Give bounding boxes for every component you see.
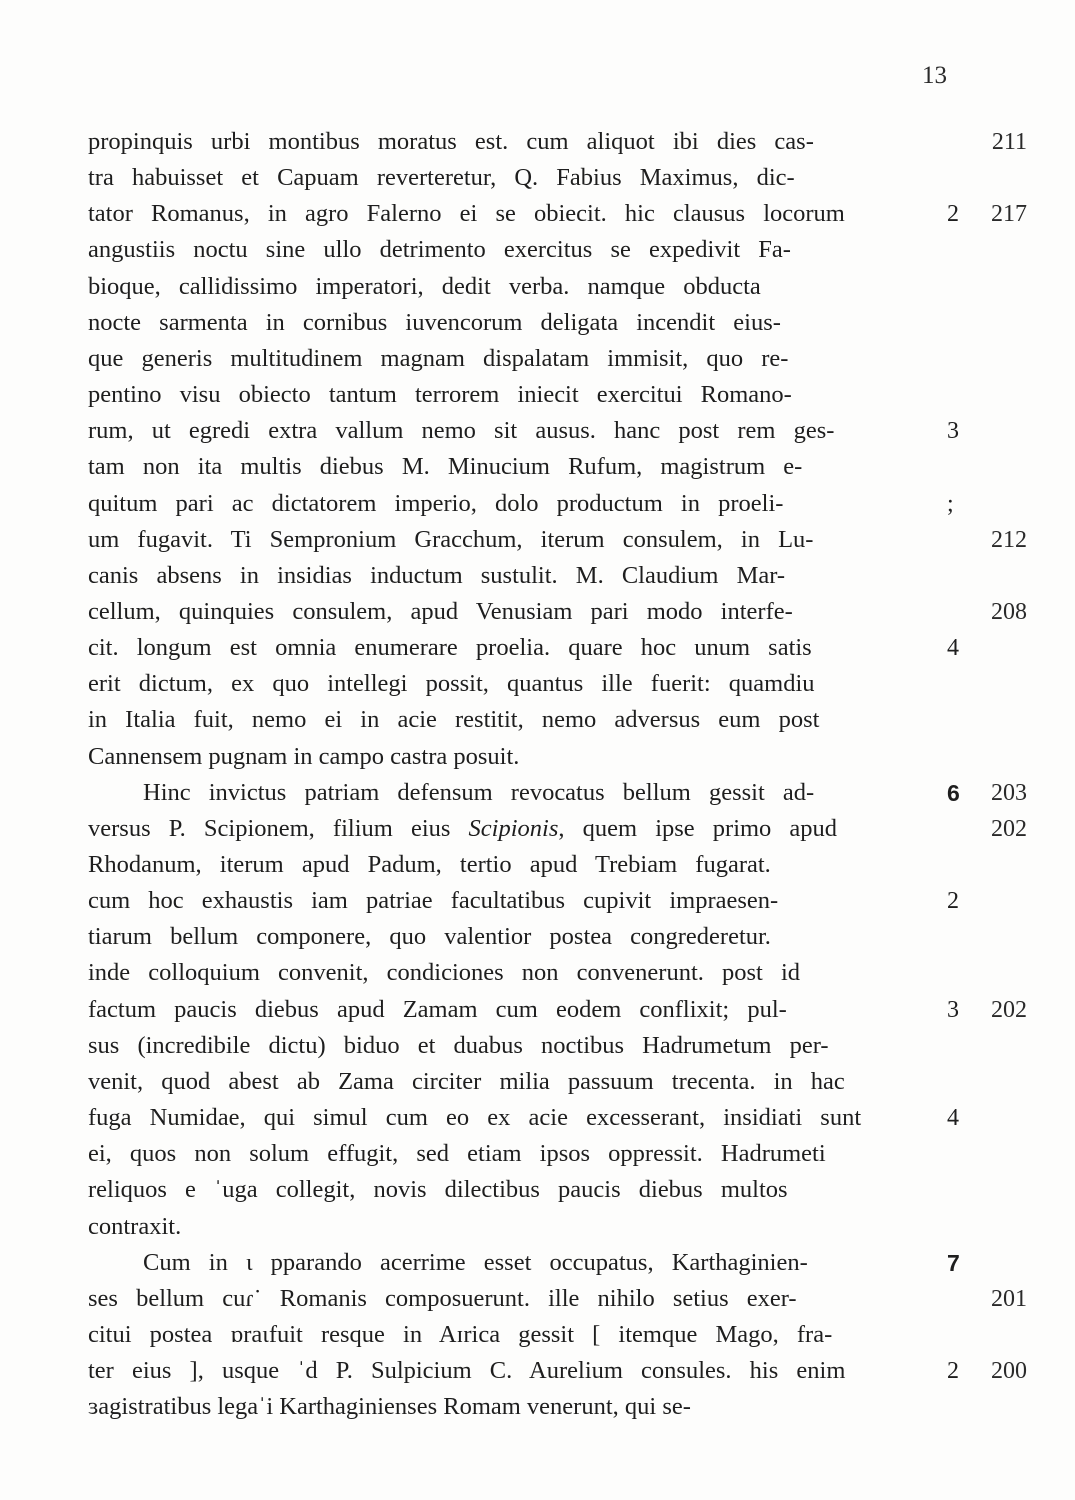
margin-year: 202 (991, 996, 1027, 1023)
text-line-content (88, 1353, 845, 1389)
section-marker: 7 (947, 1249, 960, 1276)
text-line-content (143, 775, 814, 811)
text-line-content (88, 196, 845, 232)
text-line-content (88, 269, 761, 305)
margin-year: 211 (991, 129, 1027, 155)
text-line (143, 775, 814, 811)
text-line-content (88, 1172, 788, 1208)
text-line-content (88, 992, 787, 1028)
line-text: propinquis urbi montibus moratus est. cum aliquot ibi dies cas- (88, 128, 814, 155)
text-line (88, 305, 781, 341)
text-line-content (88, 449, 802, 485)
text-line-content (88, 413, 834, 449)
line-text: Hinc invictus patriam defensum revocatus bellum gessit ad- (143, 778, 815, 806)
line-text-continued: , quem ipse primo apud (558, 814, 838, 842)
text-line-content (88, 702, 819, 738)
text-line (88, 1281, 797, 1317)
text-line (88, 1389, 691, 1425)
line-text: que generis multitudinem magnam dispalatam immisit, quo re- (88, 344, 789, 372)
text-line-content (88, 377, 792, 413)
line-text: ɜagistratibus legaˈi Karthaginienses Romam venerunt, qui se- (88, 1393, 691, 1421)
text-line-content (88, 305, 781, 341)
text-line (88, 1317, 832, 1353)
line-text: canis absens in insidias inductum sustulit. M. Claudium Mar- (88, 561, 786, 589)
margin-year: 203 (991, 779, 1027, 806)
text-line (88, 811, 837, 847)
text-line (88, 992, 787, 1028)
margin-year: 208 (991, 598, 1027, 625)
text-line-content (88, 1064, 845, 1100)
line-text: nocte sarmenta in cornibus iuvencorum deligata incendit eius- (88, 308, 781, 336)
section-marker: 3 (947, 996, 959, 1023)
line-text: cit. longum est omnia enumerare proelia. quare hoc unum satis (88, 634, 812, 662)
line-text: Rhodanum, iterum apud Padum, tertio apud Trebiam fugarat. (88, 851, 771, 878)
text-line (88, 449, 802, 485)
text-line (88, 377, 792, 413)
text-line-content (88, 232, 791, 268)
text-line (143, 1245, 808, 1281)
text-line (88, 341, 788, 377)
line-text: ter eius ], usque ˈd P. Sulpicium C. Aurelium consules. his enim (88, 1357, 846, 1385)
line-text: tator Romanus, in agro Falerno ei se obiecit. hic clausus locorum (88, 200, 845, 228)
text-line (88, 1028, 829, 1064)
line-text: tam non ita multis diebus M. Minucium Rufum, magistrum e- (88, 453, 803, 481)
text-line-content (88, 811, 837, 847)
line-text: cum hoc exhaustis iam patriae facultatibus cupivit impraesen- (88, 887, 779, 915)
text-line (88, 666, 815, 702)
line-text: in Italia fuit, nemo ei in acie restitit, nemo adversus eum post (88, 706, 820, 734)
text-line-content (88, 341, 788, 377)
line-text: bioque, callidissimo imperatori, dedit verba. namque obducta (88, 272, 761, 300)
text-line (88, 269, 761, 305)
text-line-content (88, 847, 771, 883)
text-line (88, 955, 800, 991)
text-line-content (88, 160, 795, 196)
text-line (88, 883, 778, 919)
text-line-content (88, 1136, 826, 1172)
margin-year: 217 (991, 201, 1027, 228)
text-line-content (88, 1028, 829, 1064)
line-text: fuga Numidae, qui simul cum eo ex acie excesserant, insidiati sunt (88, 1104, 862, 1132)
line-text: quitum pari ac dictatorem imperio, dolo productum in proeli- (88, 489, 784, 517)
text-line (88, 413, 834, 449)
line-text: inde colloquium convenit, condiciones non convenerunt. post id (88, 959, 801, 987)
text-line (88, 1100, 861, 1136)
text-line-content (88, 955, 800, 991)
line-text: citui postea ɒraɩfuit resque in Aɪrica gessit [ itemque Mago, fra- (88, 1320, 833, 1348)
text-line-content (88, 1281, 797, 1317)
line-text: sus (incredibile dictu) biduo et duabus noctibus Hadrumetum per- (88, 1031, 829, 1059)
section-marker: 4 (947, 635, 959, 662)
text-line-content (88, 630, 812, 666)
text-line (88, 1209, 181, 1245)
text-line-content (88, 558, 785, 594)
text-line (88, 1172, 788, 1208)
text-line-content (88, 1100, 861, 1136)
line-text: versus P. Scipionem, filium eius (88, 814, 469, 842)
text-line-content (88, 124, 814, 160)
section-marker: 3 (947, 418, 959, 445)
text-line (88, 232, 791, 268)
section-marker: 2 (947, 201, 959, 228)
text-line (88, 1353, 845, 1389)
margin-year: 212 (991, 526, 1027, 553)
line-text: cellum, quinquies consulem, apud Venusiam pari modo interfe- (88, 597, 793, 625)
line-text: tiarum bellum componere, quo valentior postea congrederetur. (88, 923, 771, 951)
text-line-content (88, 1389, 691, 1425)
text-line-content (88, 1317, 832, 1353)
section-marker: 2 (947, 888, 959, 915)
text-line (88, 1064, 845, 1100)
line-text: reliquos e ˈuga collegit, novis dilectibus paucis diebus multos (88, 1176, 788, 1204)
line-text: ses bellum cuɾ˙ Romanis composuerunt. ille nihilo setius exer- (88, 1284, 797, 1312)
line-text: venit, quod abest ab Zama circiter milia passuum trecenta. in hac (88, 1067, 845, 1095)
text-line-content (143, 1245, 808, 1281)
text-line (88, 160, 795, 196)
section-marker: ; (947, 490, 954, 517)
text-line (88, 124, 814, 160)
text-line (88, 558, 785, 594)
section-marker: 6 (947, 779, 960, 806)
text-line (88, 702, 819, 738)
italic-word: Scipionis (468, 814, 559, 842)
section-marker: 2 (947, 1358, 959, 1385)
section-marker: 4 (947, 1105, 959, 1132)
text-line (88, 739, 519, 775)
line-text: Cannensem pugnam in campo castra posuit. (88, 742, 520, 770)
text-line (88, 522, 813, 558)
text-line (88, 1136, 826, 1172)
line-text: ei, quos non solum effugit, sed etiam ipsos oppressit. Hadrumeti (88, 1140, 826, 1168)
text-line-content (88, 1209, 181, 1245)
margin-year: 202 (991, 815, 1027, 842)
text-line (88, 486, 783, 522)
text-line-content (88, 883, 778, 919)
line-text: pentino visu obiecto tantum terrorem iniecit exercitui Romano- (88, 381, 792, 409)
line-text: rum, ut egredi extra vallum nemo sit ausus. hanc post rem ges- (88, 417, 835, 445)
line-text: Cum in ɩ pparando acerrime esset occupatus, Karthaginien- (143, 1248, 808, 1276)
line-text: tra habuisset et Capuam reverteretur, Q. Fabius Maximus, dic- (88, 164, 795, 192)
margin-year: 201 (991, 1285, 1027, 1312)
text-line (88, 196, 845, 232)
text-line-content (88, 666, 815, 702)
text-line (88, 594, 793, 630)
line-text: angustiis noctu sine ullo detrimento exercitus se expedivit Fa- (88, 236, 791, 264)
text-line-content (88, 486, 783, 522)
line-text: factum paucis diebus apud Zamam cum eodem conflixit; pul- (88, 995, 787, 1023)
text-line-content (88, 919, 771, 955)
text-line-content (88, 522, 813, 558)
margin-year: 200 (991, 1358, 1027, 1385)
page-number: 13 (922, 62, 947, 89)
line-text: erit dictum, ex quo intellegi possit, quantus ille fuerit: quamdiu (88, 670, 815, 698)
text-line-content (88, 594, 793, 630)
text-line-content (88, 739, 519, 775)
text-line (88, 847, 771, 883)
text-line (88, 630, 812, 666)
line-text: um fugavit. Ti Sempronium Gracchum, iterum consulem, in Lu- (88, 525, 814, 553)
text-line (88, 919, 771, 955)
line-text: contraxit. (88, 1212, 182, 1240)
